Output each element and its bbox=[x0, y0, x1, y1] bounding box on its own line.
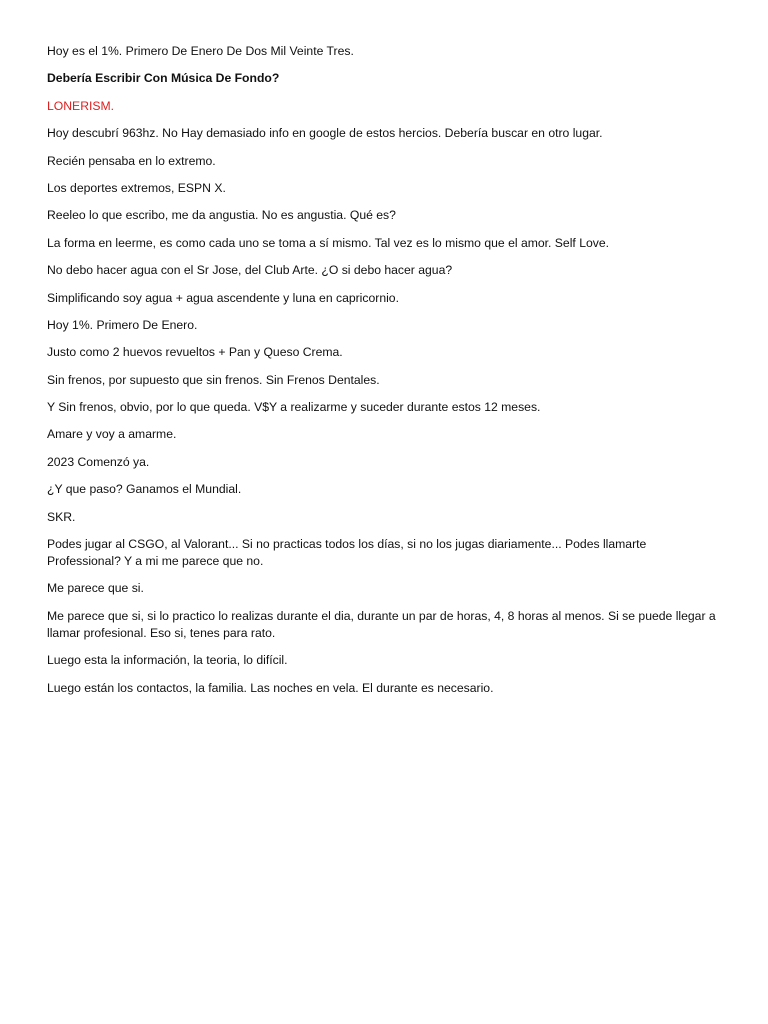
paragraph-date-intro: Hoy es el 1%. Primero De Enero De Dos Mil Veinte Tres. bbox=[47, 44, 354, 58]
paragraph-profesional: Me parece que si, si lo practico lo realizas durante el dia, durante un par de horas, 4, 8 horas al menos. Si se puede llegar a llamar profesional. Eso si, tenes para rato. bbox=[47, 608, 716, 640]
document-body bbox=[47, 43, 717, 707]
paragraph-lonerism: LONERISM. bbox=[47, 98, 115, 113]
paragraph-sin-frenos: Sin frenos, por supuesto que sin frenos. Sin Frenos Dentales. bbox=[47, 372, 380, 387]
paragraph-amare: Amare y voy a amarme. bbox=[47, 427, 177, 442]
paragraph-huevos: Justo como 2 huevos revueltos + Pan y Queso Crema. bbox=[47, 345, 343, 360]
paragraph-contactos: Luego están los contactos, la familia. Las noches en vela. El durante es necesario. bbox=[47, 680, 494, 695]
paragraph-angustia: Reeleo lo que escribo, me da angustia. No es angustia. Qué es? bbox=[47, 208, 396, 223]
paragraph-club-arte: No debo hacer agua con el Sr Jose, del Club Arte. ¿O si debo hacer agua? bbox=[47, 263, 453, 278]
paragraph-espn: Los deportes extremos, ESPN X. bbox=[47, 180, 226, 195]
paragraph-agua: Simplificando soy agua + agua ascendente y luna en capricornio. bbox=[47, 290, 399, 305]
paragraph-extremo: Recién pensaba en lo extremo. bbox=[47, 153, 216, 168]
paragraph-me-parece: Me parece que si. bbox=[47, 581, 144, 596]
paragraph-12-meses: Y Sin frenos, obvio, por lo que queda. V$Y a realizarme y suceder durante estos 12 meses. bbox=[47, 400, 541, 415]
paragraph-csgo: Podes jugar al CSGO, al Valorant... Si no practicas todos los días, si no los jugas diariamente... Podes llamarte Professional? Y a mi me parece que no. bbox=[47, 537, 647, 569]
paragraph-question-music: Debería Escribir Con Música De Fondo? bbox=[47, 71, 280, 86]
paragraph-self-love: La forma en leerme, es como cada uno se toma a sí mismo. Tal vez es lo mismo que el amor. Self Love. bbox=[47, 235, 610, 250]
paragraph-2023: 2023 Comenzó ya. bbox=[47, 454, 150, 469]
paragraph-skr: SKR. bbox=[47, 509, 76, 524]
paragraph-informacion: Luego esta la información, la teoria, lo difícil. bbox=[47, 653, 288, 668]
paragraph-primero-enero: Hoy 1%. Primero De Enero. bbox=[47, 317, 198, 332]
paragraph-mundial: ¿Y que paso? Ganamos el Mundial. bbox=[47, 482, 242, 497]
paragraph-963hz: Hoy descubrí 963hz. No Hay demasiado info en google de estos hercios. Debería buscar en otro lugar. bbox=[47, 126, 603, 141]
